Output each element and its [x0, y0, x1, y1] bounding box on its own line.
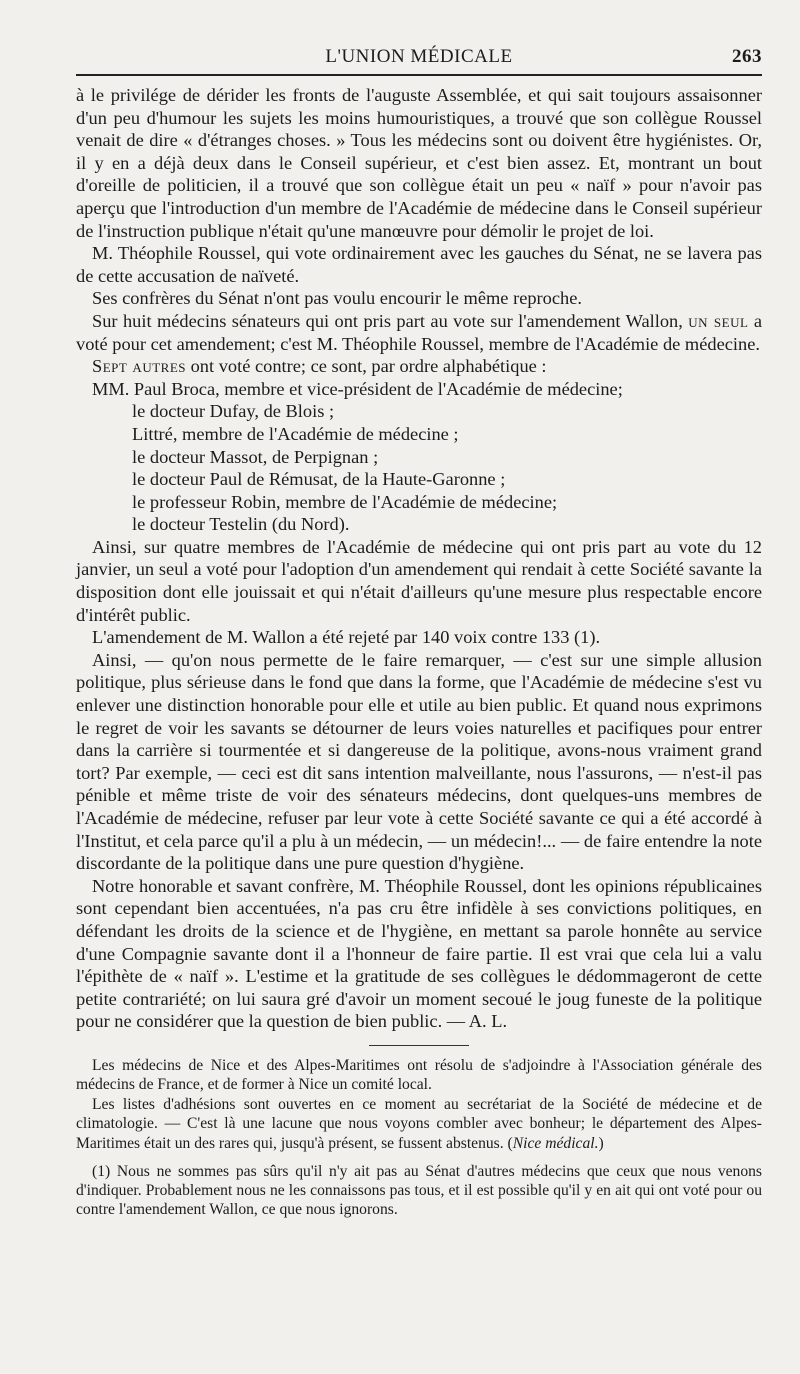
paragraph: à le privilége de dérider les fronts de l'auguste Assemblée, et qui sait toujours assaisonner d'un peu d'humour les sujets les moins humouristiques, a trouvé que son collègue Roussel venait de dire « d'étranges choses. » Tous les médecins sont ou doivent être hygiénistes. Or, il y en a déjà deux dans le Conseil supérieur, et c'est bien assez. Et, montrant un bout d'oreille de politicien, il a trouvé que son collègue était un peu « naïf » pour n'avoir pas aperçu que l'introduction d'un membre de l'Académie de médecine dans le Conseil supérieur de l'instruction publique n'était qu'une manœuvre pour démolir le projet de loi.	[76, 85, 762, 241]
notice-paragraph	[76, 1095, 762, 1153]
senator-list-item: Littré, membre de l'Académie de médecine ;	[132, 423, 459, 444]
journal-title: L'UNION MÉDICALE	[325, 46, 513, 67]
vote-text-after: a voté pour cet amendement; c'est M. Théophile Roussel, membre de l'Académie de médecine.	[76, 310, 762, 354]
vote-paragraph	[76, 310, 762, 355]
article-body	[76, 84, 762, 1033]
sept-autres-text: ont voté contre; ce sont, par ordre alphabétique :	[190, 356, 547, 377]
un-seul-small-caps: un seul	[688, 310, 749, 331]
paragraph: L'amendement de M. Wallon a été rejeté par 140 voix contre 133 (1).	[92, 627, 601, 648]
senator-list-item: MM. Paul Broca, membre et vice-président de l'Académie de médecine;	[92, 378, 623, 399]
senator-list-item: le docteur Massot, de Perpignan ;	[132, 446, 379, 467]
notice-text: Les listes d'adhésions sont ouvertes en ce moment au secrétariat de la Société de médecine et de climatologie. — C'est là une lacune que nous voyons combler avec bonheur; le département des Alpes-Maritimes était un des rares qui, jusqu'à présent, se fussent abstenus. (	[76, 1095, 762, 1152]
senator-list-item: le docteur Testelin (du Nord).	[132, 514, 350, 535]
senator-list-item: le professeur Robin, membre de l'Académie de médecine;	[132, 491, 558, 512]
running-header	[76, 38, 762, 72]
paragraph: Ainsi, — qu'on nous permette de le faire remarquer, — c'est sur une simple allusion politique, plus sérieuse dans le fond que dans la forme, que l'Académie de médecine s'est vu enlever une distinction honorable pour elle et utile au bien public. Et quand nous exprimons le regret de voir les savants se détourner de leurs voies naturelles et pacifiques pour entrer dans la carrière si tourmentée et si dangereuse de la politique, avons-nous vraiment grand tort? Par exemple, — ceci est dit sans intention malveillante, nous l'assurons, — n'est-il pas pénible et même triste de voir des sénateurs médecins, dont quelques-uns membres de l'Académie de médecine, refuser par leur vote à cette Société savante ce qui a été accordé à l'Institut, et cela parce qu'il a plu à un médecin, — un médecin!... — de faire entendre la note discordante de la politique dans une pure question d'hygiène.	[76, 649, 762, 874]
paragraph: Notre honorable et savant confrère, M. Théophile Roussel, dont les opinions républicaines sont cependant bien accentuées, n'a pas cru être infidèle à ses convictions politiques, en défendant les droits de la science et de l'hygiène, en mettant sa parole honnête au service d'une Compagnie savante dont il a l'honneur de faire partie. Il est vrai que cela lui a valu l'épithète de « naïf ». L'estime et la gratitude de ses collègues le dédommageront de cette petite contrariété; on lui saura gré d'avoir un moment secoué le joug funeste de la politique pour ne considérer que la question de bien public. — A. L.	[76, 875, 762, 1032]
section-separator	[369, 1045, 469, 1046]
senator-list-item: le docteur Dufay, de Blois ;	[132, 401, 335, 422]
header-rule	[76, 74, 762, 76]
notice-close: )	[598, 1134, 604, 1152]
page-number: 263	[732, 46, 762, 67]
nice-notice	[76, 1056, 762, 1153]
footnote-text: (1) Nous ne sommes pas sûrs qu'il n'y ait pas au Sénat d'autres médecins que ceux que nous venons d'indiquer. Probablement nous ne les connaissons pas tous, et il est possible qu'il y en ait qui ont voté pour ou contre l'amendement Wallon, ce que nous ignorons.	[76, 1162, 762, 1218]
paragraph: Ses confrères du Sénat n'ont pas voulu encourir le même reproche.	[92, 288, 582, 309]
notice-source: Nice médical.	[512, 1134, 599, 1152]
vote-text-before: Sur huit médecins sénateurs qui ont pris part au vote sur l'amendement Wallon,	[92, 310, 683, 331]
sept-autres-small-caps: Sept autres	[92, 356, 186, 377]
senator-list-item: le docteur Paul de Rémusat, de la Haute-Garonne ;	[132, 469, 506, 490]
paragraph: M. Théophile Roussel, qui vote ordinairement avec les gauches du Sénat, ne se lavera pas de cette accusation de naïveté.	[76, 243, 762, 286]
footnote	[76, 1163, 762, 1219]
sept-autres-paragraph	[76, 355, 762, 378]
senator-list	[76, 378, 762, 536]
notice-paragraph: Les médecins de Nice et des Alpes-Maritimes ont résolu de s'adjoindre à l'Association générale des médecins de France, et de former à Nice un comité local.	[76, 1056, 762, 1094]
paragraph: Ainsi, sur quatre membres de l'Académie de médecine qui ont pris part au vote du 12 janvier, un seul a voté pour l'adoption d'un amendement qui rendait à cette Société savante la disposition dont elle jouissait et qui n'était d'ailleurs qu'une mesure plus respectable encore d'intérêt public.	[76, 536, 762, 625]
